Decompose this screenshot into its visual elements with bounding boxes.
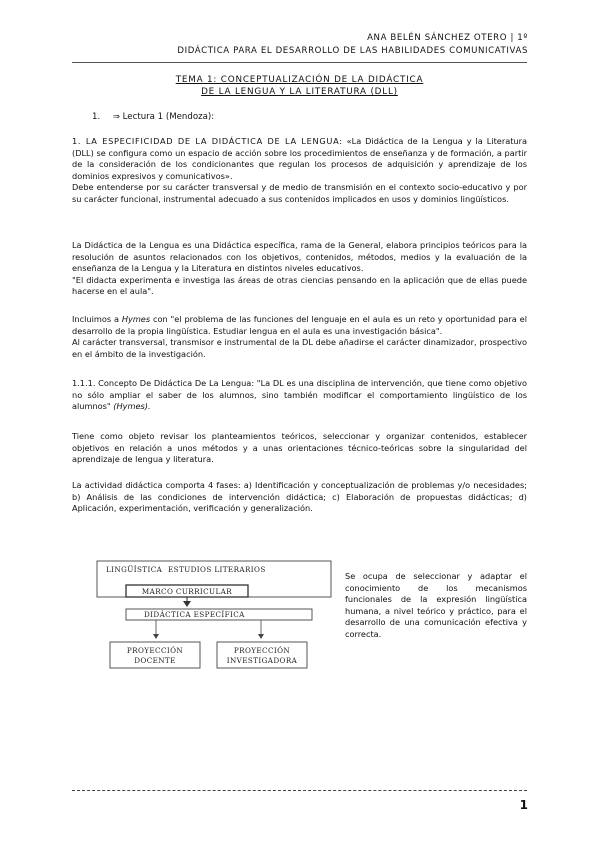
header-author-line: ANA BELÉN SÁNCHEZ OTERO | 1º [367, 33, 528, 43]
paragraph-specificity [72, 136, 527, 206]
paragraph-text: 1.1.1. Concepto De Didáctica De La Lengua: "La DL es una disciplina de intervención, que tiene como objetivo no sólo ampliar el saber de los alumnos, sino también modificar el comportamiento lingüístico de los alumnos" [72, 378, 527, 412]
paragraph-concept [72, 378, 527, 413]
diagram-label-teaching-1: PROYECCIÓN [126, 646, 184, 655]
arrow-icon: ⇒ [112, 112, 120, 122]
page-number: 1 [519, 798, 528, 812]
document-title-line-1: TEMA 1: CONCEPTUALIZACIÓN DE LA DIDÁCTICA [175, 75, 424, 85]
list-item-number: 1. [92, 112, 101, 122]
document-title-line-2: DE LA LENGUA Y LA LITERATURA (DLL) [201, 87, 398, 97]
citation: (Hymes). [113, 401, 151, 412]
paragraph-hymes [72, 314, 527, 360]
diagram-label-curricular: MARCO CURRICULAR [141, 587, 233, 596]
header-course-line: DIDÁCTICA PARA EL DESARROLLO DE LAS HABILIDADES COMUNICATIVAS [177, 46, 528, 56]
list-item-reading [92, 112, 214, 122]
paragraph-text: Debe entenderse por su carácter transversal y de medio de transmisión en el contexto socio-educativo y por su carácter funcional, instrumental adecuado a sus contenidos implicados en usos y dominios lingüísticos. [72, 182, 527, 204]
diagram-label-teaching-2: DOCENTE [134, 656, 176, 665]
header-divider [72, 62, 527, 63]
paragraph-object: Tiene como objeto revisar los planteamientos teóricos, seleccionar y organizar contenidos, establecer objetivos en relación a unos métodos y a unas orientaciones técnico-teóricas sobre la singularidad del aprendizaje de lengua y literatura. [72, 431, 527, 465]
paragraph-quote: "El didacta experimenta e investiga las áreas de otras ciencias pensando en la aplicación que de ellas puede hacerse en el aula". [72, 274, 527, 297]
footer-divider [72, 790, 527, 791]
paragraph-phases: La actividad didáctica comporta 4 fases: a) Identificación y conceptualización de problemas y/o necesidades; b) Análisis de las condiciones de intervención didáctica; c) Elaboración de propuestas didácticas; d) Aplicación, experimentación, verificación y generalización. [72, 480, 527, 514]
paragraph-text: con "el problema de las funciones del lenguaje en el aula es un reto y oportunidad para el desarrollo de la propia lingüística. Estudiar lengua en el aula es una investigación básica". [72, 314, 527, 336]
paragraph-specific-didactics [72, 240, 527, 298]
diagram-label-research-1: PROYECCIÓN [233, 646, 291, 655]
paragraph-text: Al carácter transversal, transmisor e instrumental de la DL debe añadirse el carácter dinamizador, prospectivo en el ámbito de la investigación. [72, 337, 527, 359]
list-item-text: Lectura 1 (Mendoza): [122, 112, 215, 122]
diagram-label-literary-studies: ESTUDIOS LITERARIOS [168, 565, 266, 574]
didactics-diagram [96, 557, 332, 697]
author-name: Hymes [121, 314, 151, 324]
diagram-label-specific-didactics: DIDÁCTICA ESPECÍFICA [144, 610, 245, 619]
paragraph-text: La Didáctica de la Lengua es una Didáctica específica, rama de la General, elabora principios teóricos para la resolución de asuntos relacionados con los objetivos, contenidos, métodos, medios y la evaluación de la enseñanza de la Lengua y la Literatura en distintos niveles educativos. [72, 240, 527, 274]
diagram-caption: Se ocupa de seleccionar y adaptar el conocimiento de los mecanismos funcionales de la expresión lingüística humana, a nivel teórico y práctico, para el desarrollo de una comunicación efectiva y correcta. [345, 571, 527, 639]
paragraph-text: Incluimos a [72, 314, 122, 324]
diagram-label-research-2: INVESTIGADORA [226, 656, 298, 665]
definition-quote: «La Didáctica de la Lengua y la Literatura (DLL) se configura como un espacio de acción sobre los procedimientos de enseñanza y de formación, a partir de la consideración de los condicionantes que regulan los procesos de adquisición y aprendizaje de los dominios expresivos y comunicativos». [72, 136, 527, 181]
diagram-label-linguistics: LINGÜÍSTICA [106, 565, 163, 574]
section-heading: 1. LA ESPECIFICIDAD DE LA DIDÁCTICA DE LA LENGUA: [72, 136, 343, 146]
